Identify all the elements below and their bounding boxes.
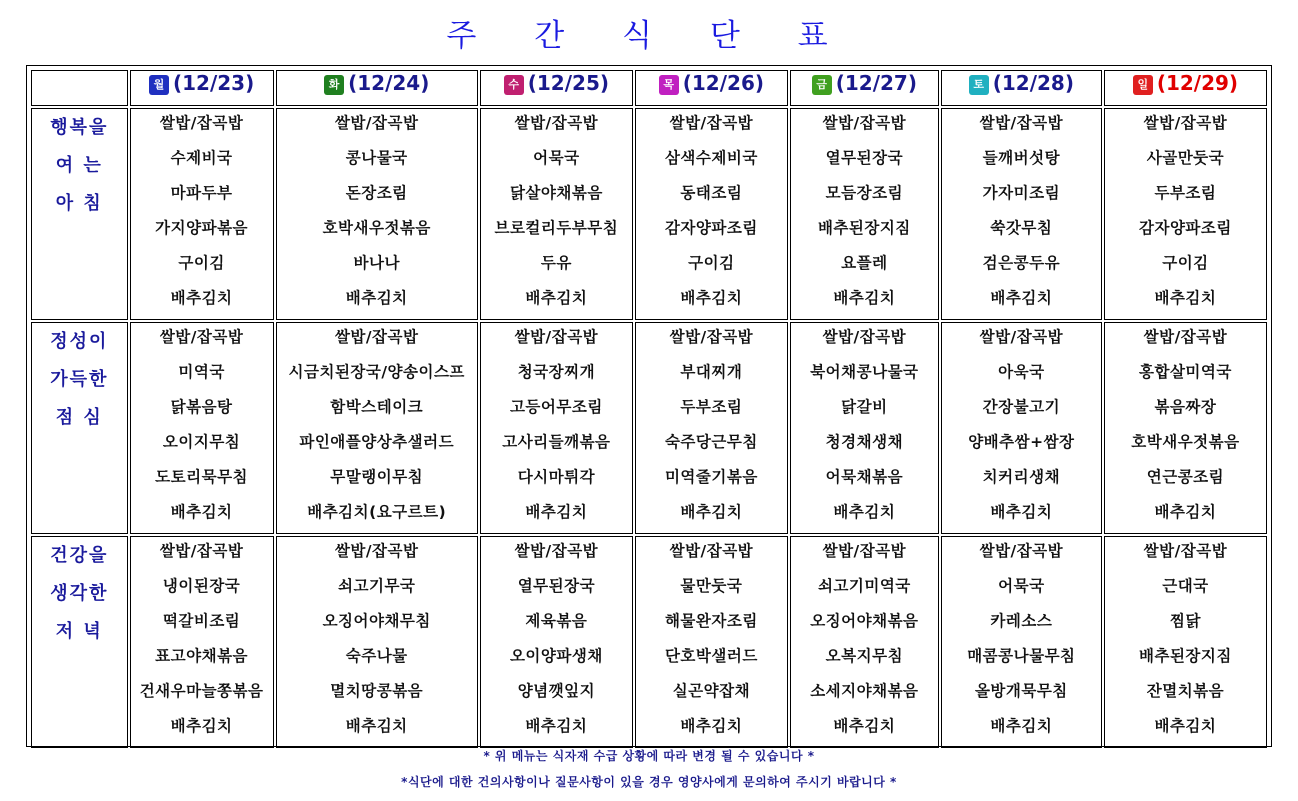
meal-label-line: 행복을 (50, 117, 109, 138)
menu-item: 제육볶음 (525, 612, 588, 630)
menu-item: 두유 (540, 254, 572, 272)
menu-table-frame (26, 65, 1272, 747)
menu-item: 호박새우젓볶음 (322, 219, 431, 237)
meal-label-line: 건강을 (50, 545, 109, 566)
menu-item: 파인애플양상추샐러드 (299, 433, 455, 451)
day-icon: 목 (659, 75, 679, 95)
notice-contact: *식단에 대한 건의사항이나 질문사항이 있을 경우 영양사에게 문의하여 주시기 바랍니다 * (401, 775, 897, 789)
menu-item: 구이김 (1162, 254, 1209, 272)
menu-item: 요플레 (841, 254, 888, 272)
menu-item: 쌀밥/잡곡밥 (979, 542, 1064, 560)
menu-item: 가지양파볶음 (155, 219, 249, 237)
menu-item: 쌀밥/잡곡밥 (514, 114, 599, 132)
menu-item: 쇠고기미역국 (817, 577, 911, 595)
meal-label-line: 정성이 (50, 331, 109, 352)
menu-item: 콩나물국 (345, 149, 408, 167)
menu-item: 찜닭 (1169, 612, 1201, 630)
menu-item: 근대국 (1162, 577, 1209, 595)
menu-item: 사골만둣국 (1146, 149, 1225, 167)
menu-item: 쌀밥/잡곡밥 (514, 542, 599, 560)
menu-item: 배추된장지짐 (1139, 647, 1232, 665)
menu-item: 돈장조림 (345, 184, 408, 202)
menu-item: 쌀밥/잡곡밥 (979, 328, 1064, 346)
menu-item: 배추김치 (990, 289, 1053, 307)
menu-item: 마파두부 (170, 184, 233, 202)
meal-label-line: 여 는 (55, 155, 103, 176)
menu-cell (130, 536, 274, 748)
menu-item: 숙주당근무침 (664, 433, 758, 451)
menu-item: 냉이된장국 (162, 577, 241, 595)
menu-item: 배추김치 (833, 289, 896, 307)
menu-item: 닭살야채볶음 (509, 184, 603, 202)
menu-item: 오이양파생채 (509, 647, 603, 665)
day-header-wed (480, 70, 633, 106)
menu-item: 물만둣국 (680, 577, 743, 595)
menu-item: 소세지야채볶음 (810, 682, 919, 700)
meal-label-line: 저 녁 (55, 621, 103, 642)
menu-item: 두부조림 (680, 398, 743, 416)
menu-cell (480, 108, 633, 320)
menu-item: 오징어야채볶음 (810, 612, 919, 630)
menu-cell (1104, 322, 1267, 534)
menu-item: 배추김치 (345, 289, 408, 307)
menu-item: 쌀밥/잡곡밥 (1143, 328, 1228, 346)
menu-cell (790, 108, 939, 320)
meal-label-line: 아 침 (55, 193, 103, 214)
menu-item: 북어채콩나물국 (810, 363, 919, 381)
menu-cell (941, 108, 1102, 320)
day-icon: 금 (812, 75, 832, 95)
menu-cell (480, 536, 633, 748)
menu-item: 카레소스 (990, 612, 1053, 630)
menu-cell (1104, 536, 1267, 748)
day-date: (12/27) (835, 71, 917, 95)
meal-row-lunch (31, 322, 1267, 534)
menu-item: 쌀밥/잡곡밥 (822, 542, 907, 560)
menu-item: 볶음짜장 (1154, 398, 1217, 416)
menu-item: 닭갈비 (841, 398, 888, 416)
menu-item: 쌀밥/잡곡밥 (159, 542, 244, 560)
menu-item: 오이지무침 (162, 433, 241, 451)
menu-item: 들깨버섯탕 (982, 149, 1061, 167)
menu-item: 호박새우젓볶음 (1131, 433, 1240, 451)
weekly-menu-table (29, 68, 1269, 750)
menu-item: 쌀밥/잡곡밥 (979, 114, 1064, 132)
menu-item: 바나나 (353, 254, 400, 272)
menu-item: 배추김치 (345, 717, 408, 735)
day-header-sun (1104, 70, 1267, 106)
day-header-thu (635, 70, 788, 106)
menu-cell (635, 536, 788, 748)
meal-row-dinner (31, 536, 1267, 748)
menu-cell (790, 536, 939, 748)
menu-item: 배추김치 (833, 503, 896, 521)
menu-item: 간장불고기 (982, 398, 1061, 416)
menu-item: 열무된장국 (517, 577, 596, 595)
menu-item: 건새우마늘쫑볶음 (139, 682, 264, 700)
day-header-sat (941, 70, 1102, 106)
menu-item: 시금치된장국/양송이스프 (288, 363, 465, 381)
menu-cell (480, 322, 633, 534)
menu-item: 미역국 (178, 363, 225, 381)
day-date: (12/25) (527, 71, 609, 95)
menu-item: 쌀밥/잡곡밥 (669, 542, 754, 560)
menu-item: 다시마튀각 (517, 468, 596, 486)
menu-item: 배추김치 (990, 503, 1053, 521)
menu-item: 배추김치 (1154, 717, 1217, 735)
day-date: (12/28) (992, 71, 1074, 95)
menu-cell (276, 108, 478, 320)
menu-item: 올방개묵무침 (974, 682, 1068, 700)
menu-item: 연근콩조림 (1146, 468, 1225, 486)
menu-item: 잔멸치볶음 (1146, 682, 1225, 700)
day-icon: 일 (1133, 75, 1153, 95)
menu-item: 고사리들깨볶음 (502, 433, 611, 451)
menu-item: 배추김치 (833, 717, 896, 735)
menu-item: 구이김 (178, 254, 225, 272)
meal-label-line: 점 심 (55, 407, 103, 428)
menu-item: 오복지무침 (825, 647, 904, 665)
menu-item: 함박스테이크 (330, 398, 424, 416)
menu-item: 쌀밥/잡곡밥 (1143, 114, 1228, 132)
menu-item: 배추김치 (1154, 503, 1217, 521)
menu-item: 숙주나물 (345, 647, 408, 665)
menu-item: 도토리묵무침 (155, 468, 249, 486)
menu-item: 쌀밥/잡곡밥 (669, 328, 754, 346)
menu-cell (941, 536, 1102, 748)
menu-item: 배추김치 (170, 289, 233, 307)
menu-item: 감자양파조림 (664, 219, 758, 237)
menu-item: 쌀밥/잡곡밥 (159, 114, 244, 132)
menu-item: 모듬장조림 (825, 184, 904, 202)
menu-item: 배추김치 (170, 717, 233, 735)
menu-cell (941, 322, 1102, 534)
day-date: (12/29) (1156, 71, 1239, 95)
menu-item: 부대찌개 (680, 363, 743, 381)
menu-cell (790, 322, 939, 534)
menu-item: 단호박샐러드 (664, 647, 758, 665)
menu-cell (635, 322, 788, 534)
menu-item: 브로컬리두부무침 (494, 219, 619, 237)
menu-item: 실곤약잡채 (672, 682, 751, 700)
menu-item: 쇠고기무국 (338, 577, 416, 595)
day-icon: 수 (504, 75, 524, 95)
menu-item: 쌀밥/잡곡밥 (822, 114, 907, 132)
meal-label-line: 가득한 (50, 369, 109, 390)
menu-item: 구이김 (688, 254, 735, 272)
menu-item: 열무된장국 (825, 149, 904, 167)
menu-item: 미역줄기볶음 (664, 468, 758, 486)
menu-item: 홍합살미역국 (1139, 363, 1232, 381)
menu-cell (276, 322, 478, 534)
menu-item: 동태조림 (680, 184, 743, 202)
menu-item: 검은콩두유 (982, 254, 1061, 272)
menu-item: 청경채생채 (825, 433, 904, 451)
menu-cell (130, 322, 274, 534)
menu-item: 쌀밥/잡곡밥 (159, 328, 244, 346)
menu-cell (130, 108, 274, 320)
menu-item: 쌀밥/잡곡밥 (514, 328, 599, 346)
menu-item: 매콤콩나물무침 (967, 647, 1076, 665)
day-date: (12/24) (348, 71, 430, 95)
menu-item: 쑥갓무침 (990, 219, 1053, 237)
menu-item: 배추김치 (680, 717, 743, 735)
menu-item: 해물완자조림 (664, 612, 758, 630)
day-icon: 토 (969, 75, 989, 95)
menu-item: 쌀밥/잡곡밥 (1143, 542, 1228, 560)
menu-item: 양배추쌈+쌈장 (968, 433, 1075, 451)
day-header-tue (276, 70, 478, 106)
menu-cell (635, 108, 788, 320)
menu-item: 감자양파조림 (1139, 219, 1232, 237)
menu-item: 어묵국 (998, 577, 1045, 595)
menu-item: 쌀밥/잡곡밥 (334, 114, 419, 132)
meal-row-breakfast (31, 108, 1267, 320)
menu-item: 배추김치 (680, 289, 743, 307)
menu-item: 두부조림 (1154, 184, 1217, 202)
day-date: (12/23) (172, 71, 255, 95)
menu-item: 배추김치 (525, 503, 588, 521)
menu-item: 떡갈비조림 (162, 612, 241, 630)
day-header-mon (130, 70, 274, 106)
meal-label-cell (31, 536, 128, 748)
menu-item: 쌀밥/잡곡밥 (822, 328, 907, 346)
menu-item: 삼색수제비국 (664, 149, 758, 167)
menu-item: 배추김치 (1154, 289, 1217, 307)
menu-item: 표고야채볶음 (155, 647, 249, 665)
menu-item: 배추김치 (990, 717, 1053, 735)
menu-item: 무말랭이무침 (330, 468, 424, 486)
menu-item: 쌀밥/잡곡밥 (334, 328, 419, 346)
corner-cell (31, 70, 128, 106)
meal-label-cell (31, 108, 128, 320)
menu-item: 아욱국 (998, 363, 1045, 381)
menu-item: 수제비국 (170, 149, 233, 167)
menu-item: 어묵국 (533, 149, 580, 167)
menu-item: 배추김치(요구르트) (307, 503, 447, 521)
menu-item: 배추김치 (525, 717, 588, 735)
menu-item: 배추김치 (170, 503, 233, 521)
menu-cell (1104, 108, 1267, 320)
menu-item: 오징어야채무침 (322, 612, 431, 630)
day-header-fri (790, 70, 939, 106)
notice-change: * 위 메뉴는 식자재 수급 상황에 따라 변경 될 수 있습니다 * (483, 749, 815, 763)
menu-item: 쌀밥/잡곡밥 (669, 114, 754, 132)
meal-label-cell (31, 322, 128, 534)
day-date: (12/26) (682, 71, 764, 95)
menu-cell (276, 536, 478, 748)
menu-item: 어묵채볶음 (825, 468, 904, 486)
day-icon: 화 (324, 75, 344, 95)
menu-item: 배추된장지짐 (817, 219, 911, 237)
menu-item: 고등어무조림 (509, 398, 603, 416)
menu-item: 멸치땅콩볶음 (330, 682, 424, 700)
menu-item: 양념깻잎지 (517, 682, 596, 700)
menu-item: 쌀밥/잡곡밥 (334, 542, 419, 560)
meal-label-line: 생각한 (50, 583, 109, 604)
header-row (31, 70, 1267, 106)
page-title: 주 간 식 단 표 (446, 18, 852, 54)
day-icon: 월 (149, 75, 169, 95)
menu-item: 배추김치 (680, 503, 743, 521)
menu-item: 치커리생채 (982, 468, 1061, 486)
menu-item: 청국장찌개 (517, 363, 596, 381)
menu-item: 배추김치 (525, 289, 588, 307)
menu-item: 가자미조림 (982, 184, 1061, 202)
menu-item: 닭볶음탕 (170, 398, 233, 416)
